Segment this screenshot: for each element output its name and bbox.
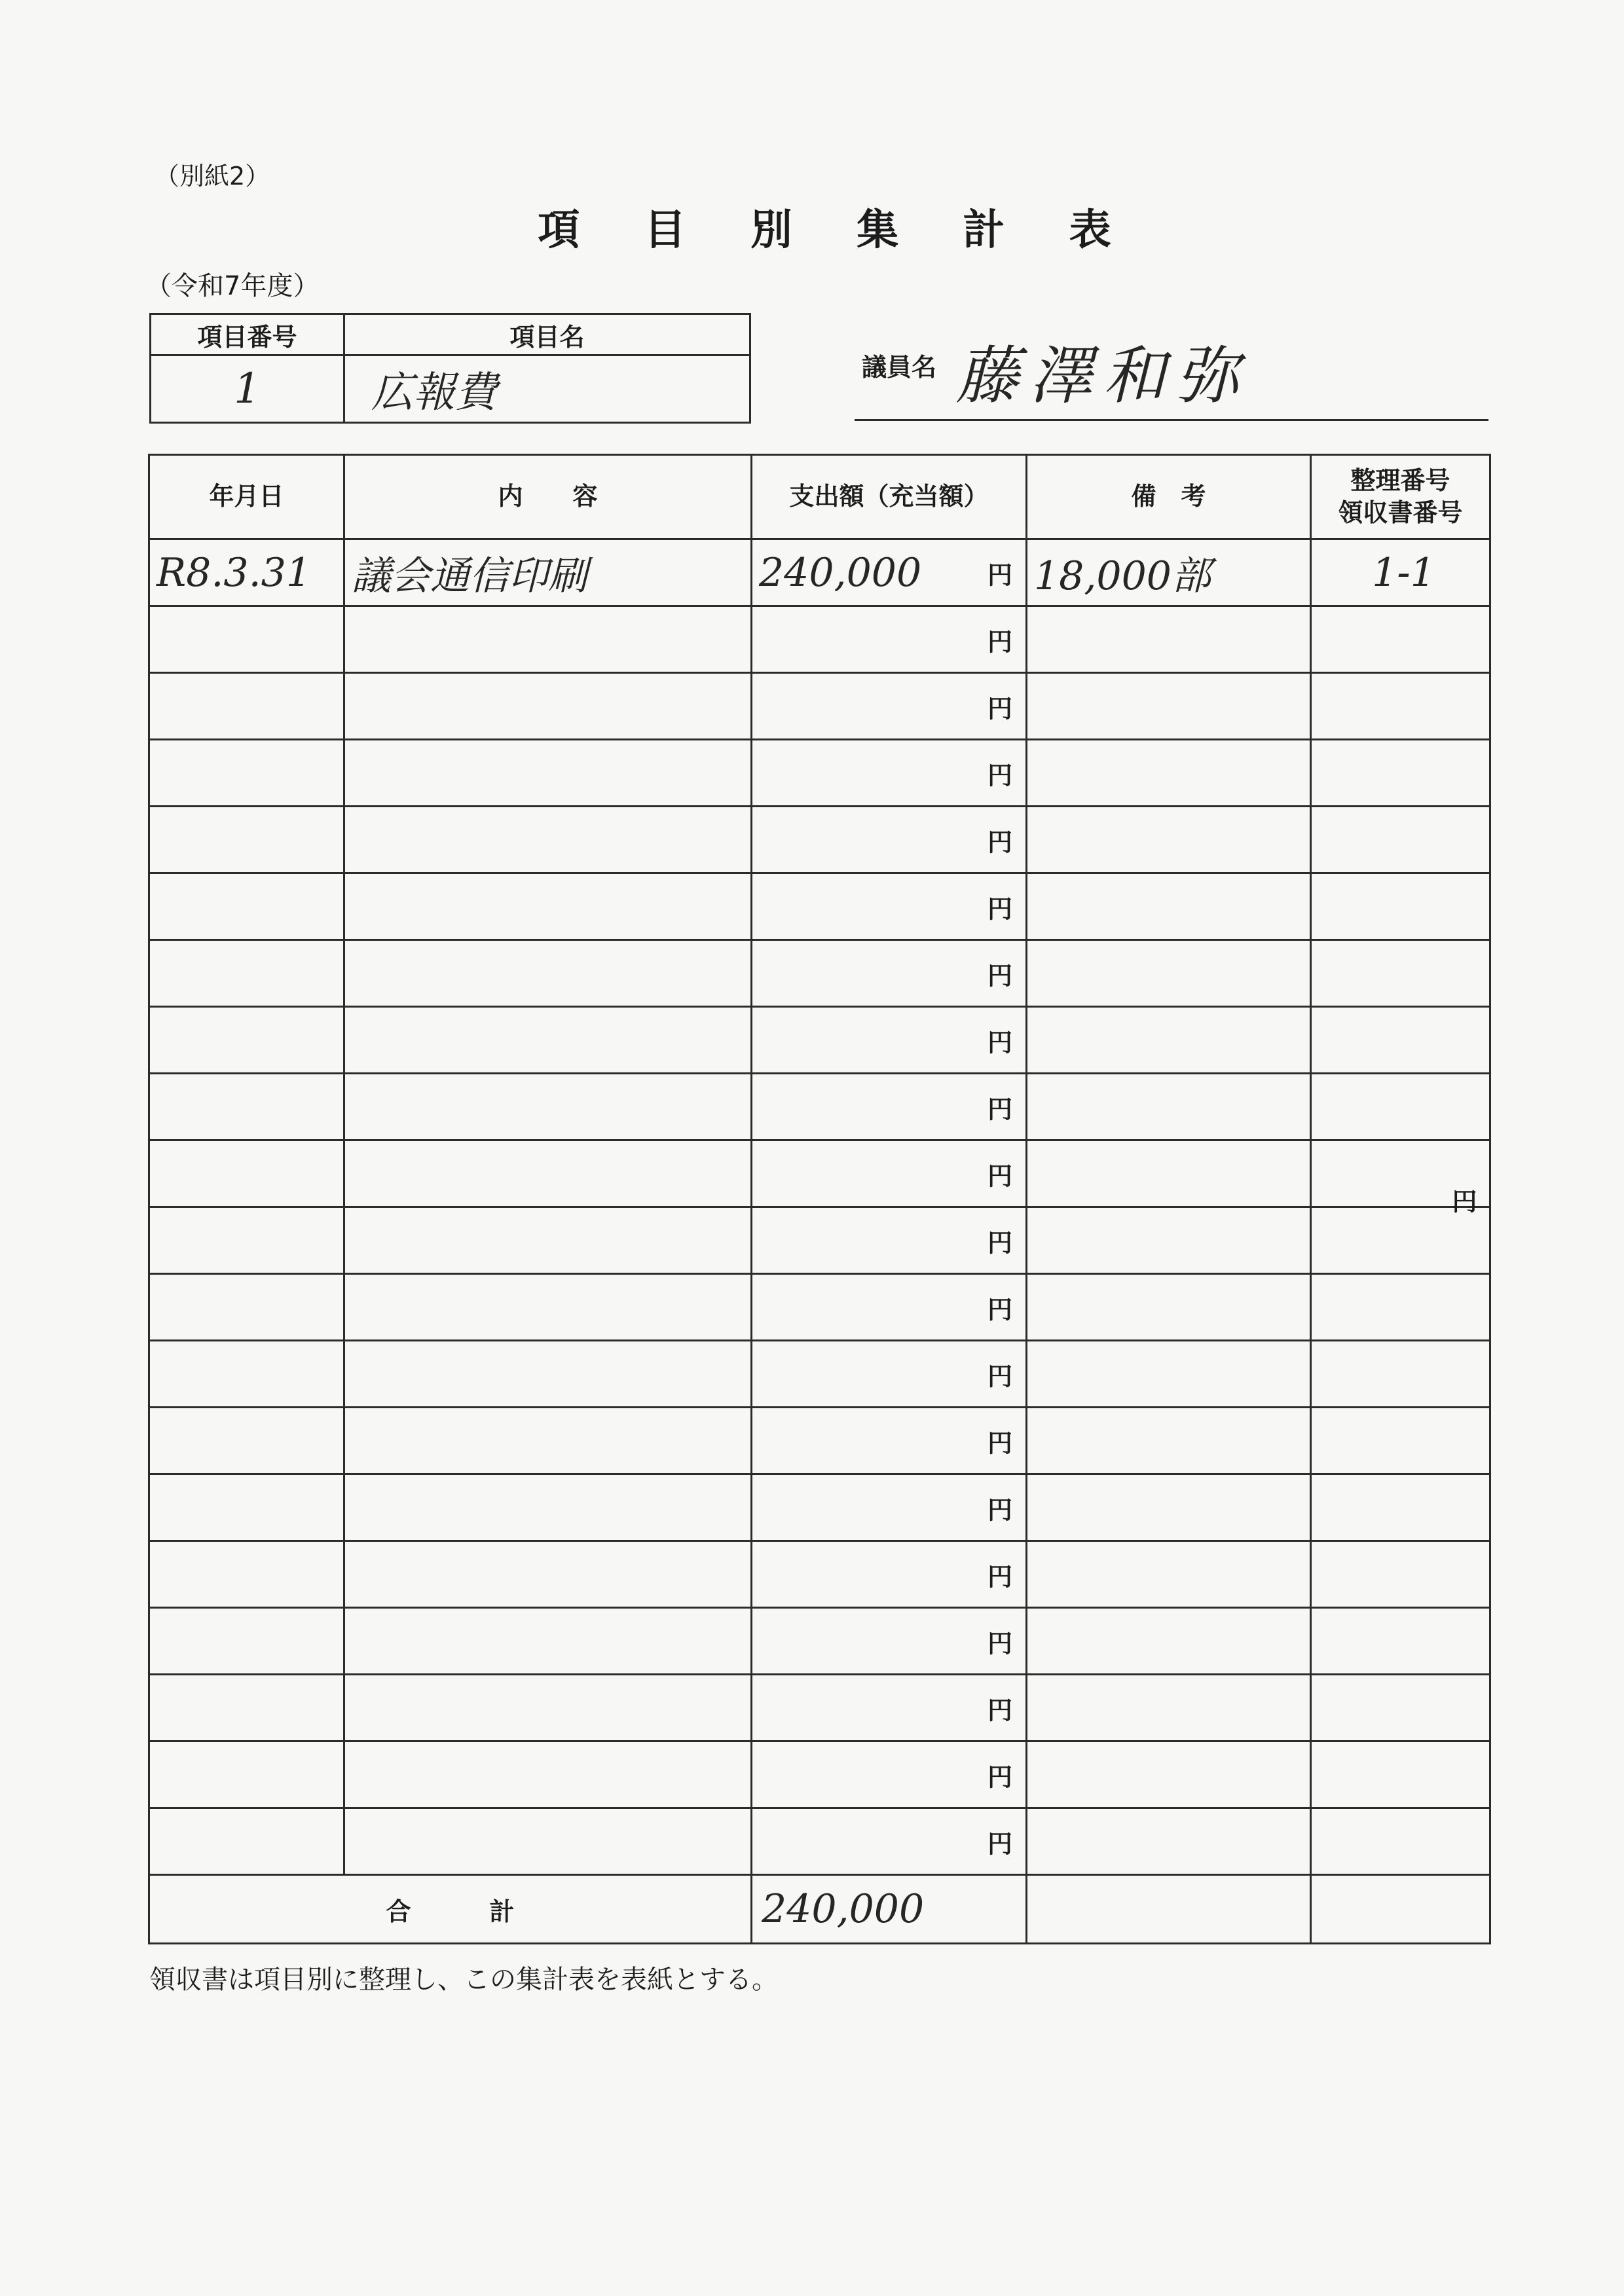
ledger-row	[149, 1140, 1490, 1207]
amount-cell-value: 240,000	[759, 549, 922, 596]
date-cell[interactable]	[149, 740, 344, 807]
date-cell[interactable]	[149, 673, 344, 740]
number-cell-value	[1397, 1685, 1404, 1731]
yen-unit: 円	[987, 894, 1012, 923]
amount-cell[interactable]	[752, 1341, 1027, 1408]
remarks-cell-value	[1027, 1351, 1034, 1397]
remarks-cell-value	[1027, 1819, 1034, 1865]
date-cell-value	[150, 1218, 157, 1264]
content-cell-value	[345, 1351, 352, 1397]
content-cell-value	[345, 1084, 352, 1130]
remarks-cell[interactable]	[1027, 1541, 1311, 1608]
amount-cell[interactable]	[752, 1274, 1027, 1341]
yen-unit: 円	[987, 1629, 1012, 1658]
remarks-cell-value	[1027, 1285, 1034, 1330]
number-cell-value	[1397, 1552, 1404, 1597]
amount-cell[interactable]	[752, 1675, 1027, 1741]
date-cell[interactable]	[149, 1408, 344, 1474]
footer-note: 領収書は項目別に整理し、この集計表を表紙とする。	[149, 1965, 778, 1995]
date-cell-value	[150, 951, 157, 996]
date-cell[interactable]	[149, 1808, 344, 1875]
yen-unit: 円	[987, 560, 1012, 589]
amount-cell[interactable]	[752, 539, 1027, 606]
total-amount-cell[interactable]: 240,000 円	[752, 1875, 1027, 1944]
ledger-row	[149, 1675, 1490, 1741]
remarks-cell-value	[1027, 884, 1034, 930]
date-cell-value: R8.3.31	[157, 549, 312, 596]
content-cell-value	[345, 1218, 352, 1264]
amount-cell-value	[752, 1485, 759, 1531]
total-label: 合計	[149, 1875, 752, 1944]
amount-cell-value	[752, 1819, 759, 1865]
content-cell-value: 議会通信印刷	[352, 553, 587, 599]
page-title: 項 目 別 集 計 表	[538, 206, 1136, 255]
amount-cell-value	[752, 1017, 759, 1063]
date-cell-value	[150, 1418, 157, 1464]
date-cell[interactable]	[149, 1140, 344, 1207]
date-cell-value	[150, 1618, 157, 1664]
remarks-cell[interactable]	[1027, 1608, 1311, 1675]
attachment-label: （別紙2）	[155, 162, 270, 191]
date-cell-value	[150, 1819, 157, 1865]
yen-unit: 円	[987, 828, 1012, 856]
yen-unit: 円	[987, 1495, 1012, 1524]
date-cell[interactable]	[149, 1074, 344, 1140]
number-cell-value: 1-1	[1372, 549, 1435, 596]
amount-cell[interactable]	[752, 1474, 1027, 1541]
ledger-row	[149, 673, 1490, 740]
number-cell[interactable]	[1311, 1474, 1490, 1541]
content-cell[interactable]	[344, 1074, 752, 1140]
content-cell[interactable]	[344, 1608, 752, 1675]
amount-cell[interactable]	[752, 1541, 1027, 1608]
amount-cell[interactable]	[752, 807, 1027, 873]
ledger-row	[149, 1608, 1490, 1675]
total-remarks-cell[interactable]	[1027, 1875, 1311, 1944]
yen-unit: 円	[987, 1829, 1012, 1858]
content-cell-value	[345, 617, 352, 663]
date-cell[interactable]	[149, 1341, 344, 1408]
number-cell[interactable]	[1311, 539, 1490, 606]
content-cell-value	[345, 1618, 352, 1664]
content-cell[interactable]	[344, 1007, 752, 1074]
number-cell[interactable]	[1311, 1341, 1490, 1408]
date-cell[interactable]	[149, 539, 344, 606]
ledger-row	[149, 606, 1490, 673]
yen-unit: 円	[987, 1362, 1012, 1391]
number-cell[interactable]	[1311, 1741, 1490, 1808]
remarks-cell[interactable]	[1027, 1408, 1311, 1474]
date-cell[interactable]	[149, 807, 344, 873]
number-cell-value	[1397, 1017, 1404, 1063]
amount-cell-value	[752, 617, 759, 663]
date-cell-value	[150, 1752, 157, 1798]
yen-unit: 円	[987, 761, 1012, 790]
amount-cell-value	[752, 683, 759, 729]
content-cell[interactable]	[344, 606, 752, 673]
remarks-cell-value: 18,000部	[1034, 553, 1211, 599]
content-cell-value	[345, 1552, 352, 1597]
content-cell[interactable]	[344, 1675, 752, 1741]
remarks-cell-value	[1027, 683, 1034, 729]
amount-cell[interactable]	[752, 740, 1027, 807]
ledger-row	[149, 1341, 1490, 1408]
remarks-cell[interactable]	[1027, 807, 1311, 873]
content-cell[interactable]	[344, 807, 752, 873]
ledger-row	[149, 1541, 1490, 1608]
remarks-cell-value	[1027, 1084, 1034, 1130]
amount-cell[interactable]	[752, 1808, 1027, 1875]
date-cell-value	[150, 1351, 157, 1397]
content-header: 内 容	[344, 455, 752, 539]
date-cell[interactable]	[149, 1274, 344, 1341]
remarks-cell-value	[1027, 1552, 1034, 1597]
remarks-cell[interactable]	[1027, 606, 1311, 673]
remarks-cell-value	[1027, 1752, 1034, 1798]
number-cell[interactable]	[1311, 1608, 1490, 1675]
remarks-cell[interactable]	[1027, 873, 1311, 940]
amount-cell-value	[752, 1618, 759, 1664]
date-cell-value	[150, 1151, 157, 1197]
amount-cell[interactable]	[752, 873, 1027, 940]
amount-cell[interactable]	[752, 1741, 1027, 1808]
number-cell[interactable]	[1311, 1274, 1490, 1341]
date-cell-value	[150, 1552, 157, 1597]
amount-cell[interactable]	[752, 1408, 1027, 1474]
remarks-cell[interactable]	[1027, 1140, 1311, 1207]
number-cell-value	[1397, 1819, 1404, 1865]
item-number-header: 項目番号	[151, 314, 344, 355]
content-cell-value	[345, 951, 352, 996]
number-cell-value	[1397, 951, 1404, 996]
content-cell[interactable]	[344, 1274, 752, 1341]
number-cell[interactable]	[1311, 940, 1490, 1007]
remarks-cell-value	[1027, 1151, 1034, 1197]
content-cell-value	[345, 1752, 352, 1798]
remarks-cell[interactable]	[1027, 1274, 1311, 1341]
number-cell-value	[1397, 1285, 1404, 1330]
content-cell-value	[345, 750, 352, 796]
amount-cell[interactable]	[752, 673, 1027, 740]
number-header-line2: 領収書番号	[1338, 498, 1463, 527]
yen-unit: 円	[987, 1028, 1012, 1057]
date-cell-value	[150, 1285, 157, 1330]
amount-cell-value	[752, 817, 759, 863]
content-cell-value	[345, 683, 352, 729]
amount-cell-value	[752, 1151, 759, 1197]
fiscal-year: （令和7年度）	[145, 271, 320, 301]
number-cell[interactable]	[1311, 1808, 1490, 1875]
ledger-row	[149, 1408, 1490, 1474]
amount-cell[interactable]	[752, 940, 1027, 1007]
yen-unit: 円	[987, 694, 1012, 723]
date-cell-value	[150, 1017, 157, 1063]
number-cell-value	[1397, 1418, 1404, 1464]
date-cell-value	[150, 817, 157, 863]
ledger-row	[149, 940, 1490, 1007]
amount-header: 支出額（充当額）	[752, 455, 1027, 539]
amount-cell[interactable]	[752, 1140, 1027, 1207]
number-cell-value	[1397, 617, 1404, 663]
content-cell[interactable]	[344, 1207, 752, 1274]
member-label: 議員名	[862, 353, 937, 382]
date-cell[interactable]	[149, 1541, 344, 1608]
item-name-field[interactable]: 広報費	[344, 355, 750, 423]
amount-cell-value	[752, 1752, 759, 1798]
number-cell[interactable]	[1311, 807, 1490, 873]
remarks-cell-value	[1027, 817, 1034, 863]
member-name-underline	[855, 419, 1488, 421]
date-cell-value	[150, 884, 157, 930]
content-cell[interactable]	[344, 1408, 752, 1474]
ledger-row	[149, 1074, 1490, 1140]
date-cell[interactable]	[149, 1474, 344, 1541]
remarks-cell[interactable]	[1027, 1207, 1311, 1274]
ledger-header-row	[149, 455, 1490, 539]
ledger-row	[149, 539, 1490, 606]
number-cell[interactable]	[1311, 1007, 1490, 1074]
date-cell[interactable]	[149, 1007, 344, 1074]
amount-cell-value	[752, 1084, 759, 1130]
amount-cell-value	[752, 1418, 759, 1464]
content-cell[interactable]	[344, 1541, 752, 1608]
number-cell-value	[1397, 1084, 1404, 1130]
ledger-row	[149, 1474, 1490, 1541]
content-cell[interactable]	[344, 1140, 752, 1207]
item-name-header: 項目名	[344, 314, 750, 355]
content-cell-value	[345, 884, 352, 930]
remarks-cell-value	[1027, 951, 1034, 996]
ledger-row	[149, 1007, 1490, 1074]
content-cell-value	[345, 1819, 352, 1865]
content-cell[interactable]	[344, 740, 752, 807]
number-cell[interactable]	[1311, 1675, 1490, 1741]
content-cell-value	[345, 1151, 352, 1197]
number-header-line1: 整理番号	[1350, 465, 1450, 495]
member-name-field[interactable]: 藤澤和弥	[956, 339, 1249, 412]
date-cell-value	[150, 683, 157, 729]
content-cell[interactable]	[344, 673, 752, 740]
date-cell[interactable]	[149, 1675, 344, 1741]
number-cell-value	[1397, 1618, 1404, 1664]
remarks-cell-value	[1027, 1418, 1034, 1464]
date-cell-value	[150, 1685, 157, 1731]
amount-cell-value	[752, 951, 759, 996]
total-amount-value: 240,000	[762, 1886, 925, 1932]
yen-unit: 円	[987, 1095, 1012, 1123]
remarks-cell[interactable]	[1027, 539, 1311, 606]
content-cell[interactable]	[344, 1474, 752, 1541]
amount-cell[interactable]	[752, 1007, 1027, 1074]
amount-cell-value	[752, 1218, 759, 1264]
remarks-cell-value	[1027, 617, 1034, 663]
amount-cell-value	[752, 750, 759, 796]
content-cell[interactable]	[344, 1341, 752, 1408]
content-cell[interactable]	[344, 873, 752, 940]
date-cell[interactable]	[149, 606, 344, 673]
date-cell[interactable]	[149, 1741, 344, 1808]
number-cell-value	[1397, 817, 1404, 863]
remarks-cell[interactable]	[1027, 1474, 1311, 1541]
number-cell[interactable]	[1311, 1074, 1490, 1140]
date-header: 年月日	[149, 455, 344, 539]
remarks-cell-value	[1027, 1485, 1034, 1531]
amount-cell-value	[752, 884, 759, 930]
amount-cell-value	[752, 1685, 759, 1731]
yen-unit: 円	[987, 1562, 1012, 1591]
remarks-cell-value	[1027, 1685, 1034, 1731]
yen-unit: 円	[987, 1762, 1012, 1791]
content-cell[interactable]	[344, 940, 752, 1007]
date-cell-value	[150, 750, 157, 796]
number-cell-value	[1397, 1351, 1404, 1397]
remarks-cell[interactable]	[1027, 1007, 1311, 1074]
ledger-row	[149, 1741, 1490, 1808]
yen-unit: 円	[987, 627, 1012, 656]
yen-unit: 円	[987, 1429, 1012, 1457]
content-cell[interactable]	[344, 539, 752, 606]
number-cell-value	[1397, 1151, 1404, 1197]
yen-unit: 円	[987, 1228, 1012, 1257]
ledger-row	[149, 1808, 1490, 1875]
amount-cell[interactable]	[752, 1074, 1027, 1140]
number-cell[interactable]	[1311, 1541, 1490, 1608]
date-cell[interactable]	[149, 1608, 344, 1675]
number-cell-value	[1397, 1218, 1404, 1264]
number-cell[interactable]	[1311, 740, 1490, 807]
number-cell[interactable]	[1311, 606, 1490, 673]
date-cell-value	[150, 617, 157, 663]
ledger-row	[149, 807, 1490, 873]
date-cell[interactable]	[149, 940, 344, 1007]
ledger-row	[149, 1207, 1490, 1274]
remarks-cell[interactable]	[1027, 673, 1311, 740]
remarks-cell[interactable]	[1027, 740, 1311, 807]
number-cell-value	[1397, 1485, 1404, 1531]
ledger-table	[148, 454, 1491, 1944]
yen-unit: 円	[987, 961, 1012, 990]
ledger-row	[149, 740, 1490, 807]
content-cell[interactable]	[344, 1741, 752, 1808]
total-number-cell[interactable]	[1311, 1875, 1490, 1944]
number-cell[interactable]	[1311, 673, 1490, 740]
remarks-cell-value	[1027, 1218, 1034, 1264]
yen-unit: 円	[987, 1161, 1012, 1190]
ledger-row	[149, 1274, 1490, 1341]
amount-cell-value	[752, 1351, 759, 1397]
remarks-cell[interactable]	[1027, 1808, 1311, 1875]
remarks-cell[interactable]	[1027, 1741, 1311, 1808]
content-cell-value	[345, 1285, 352, 1330]
remarks-cell[interactable]	[1027, 1074, 1311, 1140]
content-cell-value	[345, 1418, 352, 1464]
amount-cell[interactable]	[752, 606, 1027, 673]
content-cell-value	[345, 1485, 352, 1531]
remarks-cell[interactable]	[1027, 940, 1311, 1007]
number-header	[1311, 455, 1490, 539]
yen-unit: 円	[987, 1696, 1012, 1724]
number-cell-value	[1397, 884, 1404, 930]
remarks-cell-value	[1027, 1017, 1034, 1063]
date-cell[interactable]	[149, 1207, 344, 1274]
content-cell-value	[345, 817, 352, 863]
date-cell-value	[150, 1084, 157, 1130]
yen-unit: 円	[987, 1295, 1012, 1324]
amount-cell[interactable]	[752, 1608, 1027, 1675]
content-cell[interactable]	[344, 1808, 752, 1875]
number-cell-value	[1397, 1752, 1404, 1798]
item-number-field[interactable]: 1	[151, 355, 344, 423]
content-cell-value	[345, 1017, 352, 1063]
number-cell[interactable]	[1311, 1408, 1490, 1474]
number-cell-value	[1397, 683, 1404, 729]
ledger-row	[149, 873, 1490, 940]
amount-cell-value	[752, 1552, 759, 1597]
item-table	[149, 313, 751, 424]
remarks-cell[interactable]	[1027, 1675, 1311, 1741]
remarks-cell-value	[1027, 750, 1034, 796]
remarks-cell[interactable]	[1027, 1341, 1311, 1408]
number-cell-value	[1397, 750, 1404, 796]
date-cell-value	[150, 1485, 157, 1531]
number-cell[interactable]	[1311, 873, 1490, 940]
content-cell-value	[345, 1685, 352, 1731]
remarks-cell-value	[1027, 1618, 1034, 1664]
total-row	[149, 1875, 1490, 1944]
date-cell[interactable]	[149, 873, 344, 940]
amount-cell-value	[752, 1285, 759, 1330]
remarks-header: 備 考	[1027, 455, 1311, 539]
amount-cell[interactable]	[752, 1207, 1027, 1274]
